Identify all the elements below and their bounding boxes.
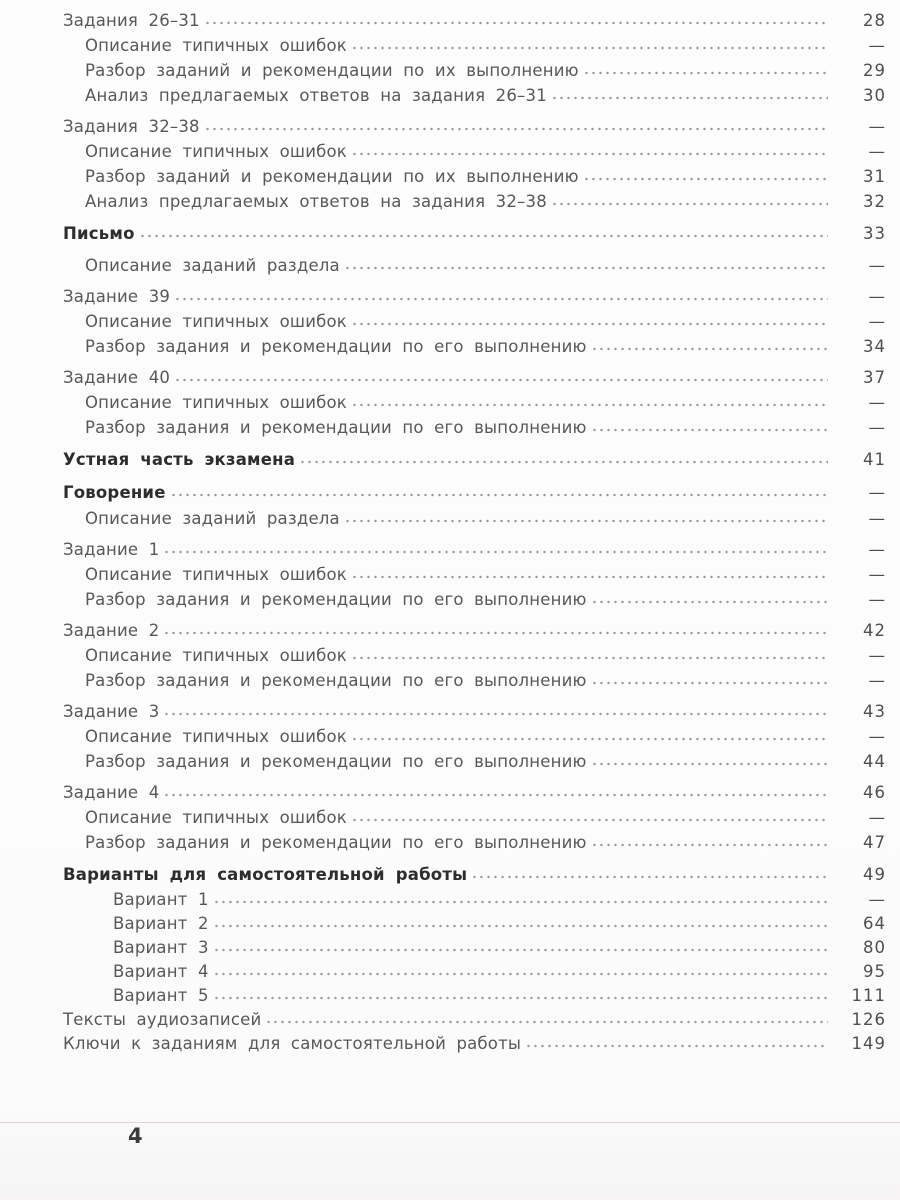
toc-leader-dots (591, 672, 828, 686)
toc-entry-label: Описание типичных ошибок (85, 727, 347, 746)
toc-leader-dots (351, 394, 828, 408)
footer-page-number: 4 (128, 1124, 144, 1148)
toc-leader-dots (213, 939, 828, 953)
toc-entry (63, 537, 886, 562)
toc-leader-dots (583, 62, 828, 76)
toc-leader-dots (204, 12, 828, 26)
toc-leader-dots (174, 369, 828, 383)
toc-leader-dots (351, 143, 828, 157)
toc-entry-label: Вариант 3 (113, 938, 209, 957)
toc-entry (63, 668, 886, 693)
toc-entry (63, 830, 886, 855)
toc-entry (63, 1032, 886, 1056)
toc-entry-label: Задание 1 (63, 540, 160, 559)
toc-entry-page: — (868, 590, 886, 609)
toc-entry-label: Вариант 5 (113, 986, 209, 1005)
table-of-contents (63, 8, 886, 1056)
toc-entry-label: Устная часть экзамена (63, 450, 296, 469)
toc-leader-dots (213, 987, 828, 1001)
toc-entry-label: Разбор задания и рекомендации по его выполнению (85, 752, 587, 771)
toc-entry (63, 390, 886, 415)
toc-entry-page: 149 (851, 1034, 886, 1053)
toc-entry-page: — (868, 565, 886, 584)
toc-leader-dots (265, 1011, 828, 1025)
toc-entry-label: Анализ предлагаемых ответов на задания 26–31 (85, 86, 547, 105)
toc-entry (63, 643, 886, 668)
toc-leader-dots (591, 338, 828, 352)
toc-leader-dots (204, 118, 828, 132)
toc-leader-dots (591, 419, 828, 433)
toc-entry (63, 912, 886, 936)
toc-entry-label: Описание типичных ошибок (85, 36, 347, 55)
toc-leader-dots (139, 225, 828, 239)
toc-entry-page: — (868, 287, 886, 306)
toc-entry-label: Описание заданий раздела (85, 509, 340, 528)
toc-entry-page: 80 (863, 938, 886, 957)
toc-entry-label: Описание типичных ошибок (85, 646, 347, 665)
toc-entry (63, 936, 886, 960)
toc-entry-page: 37 (863, 368, 886, 387)
toc-entry-page: 32 (863, 192, 886, 211)
toc-entry-page: — (868, 393, 886, 412)
toc-entry-label: Описание типичных ошибок (85, 393, 347, 412)
toc-entry-label: Разбор задания и рекомендации по его выполнению (85, 418, 587, 437)
toc-entry-label: Описание типичных ошибок (85, 142, 347, 161)
toc-entry-page: — (868, 808, 886, 827)
toc-entry (63, 415, 886, 440)
toc-entry (63, 253, 886, 278)
toc-leader-dots (351, 313, 828, 327)
toc-entry (63, 284, 886, 309)
toc-entry-page: — (868, 142, 886, 161)
toc-entry-label: Задание 4 (63, 783, 160, 802)
toc-entry-page: 111 (851, 986, 886, 1005)
toc-entry (63, 984, 886, 1008)
toc-entry (63, 309, 886, 334)
toc-entry-page: 29 (863, 61, 886, 80)
toc-entry-label: Варианты для самостоятельной работы (63, 865, 468, 884)
toc-entry-label: Тексты аудиозаписей (63, 1010, 262, 1029)
toc-entry-page: 44 (863, 752, 886, 771)
toc-leader-dots (299, 451, 828, 465)
toc-entry-label: Письмо (63, 224, 135, 243)
toc-entry (63, 114, 886, 139)
toc-entry (63, 888, 886, 912)
toc-entry (63, 164, 886, 189)
toc-entry (63, 8, 886, 33)
toc-leader-dots (163, 703, 828, 717)
toc-leader-dots (551, 193, 828, 207)
toc-entry-label: Задания 26–31 (63, 11, 200, 30)
toc-entry (63, 479, 886, 506)
toc-entry-page: 42 (863, 621, 886, 640)
toc-entry-page: — (868, 890, 886, 909)
toc-entry-page: — (868, 483, 886, 502)
toc-entry-page: 30 (863, 86, 886, 105)
toc-entry (63, 506, 886, 531)
toc-entry (63, 139, 886, 164)
toc-entry (63, 33, 886, 58)
toc-entry-page: — (868, 540, 886, 559)
toc-leader-dots (351, 647, 828, 661)
toc-entry (63, 587, 886, 612)
toc-leader-dots (344, 257, 828, 271)
toc-entry-page: — (868, 117, 886, 136)
toc-entry-page: 34 (863, 337, 886, 356)
toc-entry-page: 126 (851, 1010, 886, 1029)
toc-entry-label: Задание 2 (63, 621, 160, 640)
toc-leader-dots (344, 510, 828, 524)
toc-entry-page: 47 (863, 833, 886, 852)
toc-leader-dots (213, 915, 828, 929)
toc-entry (63, 365, 886, 390)
toc-leader-dots (213, 891, 828, 905)
toc-entry-page: 46 (863, 783, 886, 802)
toc-entry-label: Вариант 1 (113, 890, 209, 909)
toc-entry-label: Разбор задания и рекомендации по его выполнению (85, 337, 587, 356)
toc-leader-dots (591, 834, 828, 848)
toc-entry-label: Говорение (63, 483, 166, 502)
toc-leader-dots (351, 37, 828, 51)
toc-leader-dots (525, 1035, 828, 1049)
toc-entry-page: 64 (863, 914, 886, 933)
toc-entry-page: 31 (863, 167, 886, 186)
toc-leader-dots (351, 566, 828, 580)
toc-entry (63, 83, 886, 108)
toc-leader-dots (351, 728, 828, 742)
toc-entry-page: — (868, 671, 886, 690)
toc-leader-dots (351, 809, 828, 823)
toc-entry-label: Вариант 4 (113, 962, 209, 981)
toc-leader-dots (213, 963, 828, 977)
toc-entry-label: Разбор заданий и рекомендации по их выполнению (85, 61, 579, 80)
toc-entry-page: — (868, 727, 886, 746)
toc-entry-label: Описание типичных ошибок (85, 808, 347, 827)
toc-entry-label: Разбор задания и рекомендации по его выполнению (85, 833, 587, 852)
toc-entry-label: Ключи к заданиям для самостоятельной работы (63, 1034, 522, 1053)
toc-entry-page: — (868, 509, 886, 528)
toc-entry-page: — (868, 312, 886, 331)
toc-leader-dots (583, 168, 828, 182)
toc-entry-label: Разбор задания и рекомендации по его выполнению (85, 671, 587, 690)
toc-entry (63, 334, 886, 359)
toc-entry-page: — (868, 36, 886, 55)
toc-entry-label: Анализ предлагаемых ответов на задания 32–38 (85, 192, 547, 211)
toc-entry (63, 724, 886, 749)
toc-entry (63, 189, 886, 214)
toc-leader-dots (551, 87, 828, 101)
toc-leader-dots (163, 622, 828, 636)
toc-entry-page: 43 (863, 702, 886, 721)
toc-entry-label: Описание типичных ошибок (85, 565, 347, 584)
toc-entry-label: Задание 3 (63, 702, 160, 721)
toc-entry (63, 861, 886, 888)
toc-entry (63, 618, 886, 643)
toc-leader-dots (591, 753, 828, 767)
toc-leader-dots (174, 288, 828, 302)
footer-divider-line (0, 1122, 900, 1123)
toc-entry-page: — (868, 418, 886, 437)
toc-entry-page: 28 (863, 11, 886, 30)
toc-entry-label: Вариант 2 (113, 914, 209, 933)
toc-entry-label: Задания 32–38 (63, 117, 200, 136)
toc-leader-dots (591, 591, 828, 605)
toc-leader-dots (163, 541, 828, 555)
toc-entry (63, 1008, 886, 1032)
toc-entry-page: 33 (863, 224, 886, 243)
toc-entry (63, 805, 886, 830)
toc-entry-label: Разбор заданий и рекомендации по их выполнению (85, 167, 579, 186)
toc-entry-page: 95 (863, 962, 886, 981)
toc-entry-label: Задание 40 (63, 368, 171, 387)
toc-entry-label: Описание заданий раздела (85, 256, 340, 275)
toc-entry (63, 780, 886, 805)
toc-entry-label: Задание 39 (63, 287, 171, 306)
toc-entry-page: 49 (863, 865, 886, 884)
toc-leader-dots (170, 484, 828, 498)
toc-entry-label: Разбор задания и рекомендации по его выполнению (85, 590, 587, 609)
toc-entry (63, 58, 886, 83)
toc-entry-label: Описание типичных ошибок (85, 312, 347, 331)
toc-entry (63, 749, 886, 774)
toc-entry (63, 220, 886, 247)
toc-entry (63, 446, 886, 473)
toc-entry-page: — (868, 256, 886, 275)
toc-entry (63, 562, 886, 587)
toc-entry (63, 699, 886, 724)
toc-leader-dots (471, 866, 828, 880)
toc-entry-page: — (868, 646, 886, 665)
toc-entry (63, 960, 886, 984)
toc-entry-page: 41 (863, 450, 886, 469)
toc-leader-dots (163, 784, 828, 798)
